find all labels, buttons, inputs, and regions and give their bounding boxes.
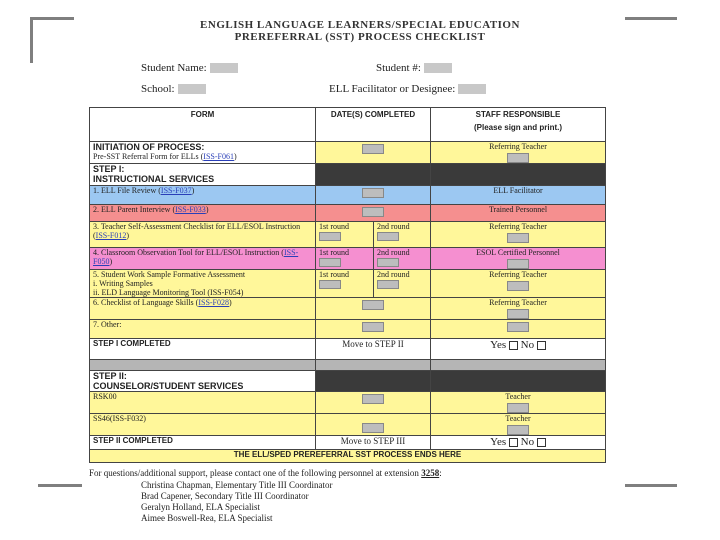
student-name-field[interactable] bbox=[141, 62, 238, 74]
footer-contact-1: Christina Chapman, Elementary Title III Coordinator bbox=[141, 480, 333, 490]
rsk-text: RSK00 bbox=[93, 392, 117, 401]
r3-cell: 3. Teacher Self-Assessment Checklist for ELL/ESOL Instruction (ISS-F012) bbox=[90, 222, 316, 248]
facilitator-field[interactable] bbox=[329, 83, 486, 95]
student-name-input[interactable] bbox=[210, 63, 238, 73]
step2-date-shaded bbox=[316, 371, 431, 392]
r5-signature-input[interactable] bbox=[507, 281, 529, 291]
r5-text: 5. Student Work Sample Formative Assessment bbox=[93, 270, 246, 279]
r4-round2-cell bbox=[374, 248, 431, 270]
student-name-label: Student Name: bbox=[141, 62, 207, 74]
school-input[interactable] bbox=[178, 84, 206, 94]
separator-cell-1 bbox=[90, 360, 316, 371]
initiation-text: Pre-SST Referral Form for ELLs ( bbox=[93, 152, 204, 161]
r5-cell bbox=[90, 270, 316, 298]
ss46-staff: Teacher bbox=[505, 414, 531, 423]
step2-title: STEP II: bbox=[93, 371, 127, 381]
step2-completed-cell: STEP II COMPLETED bbox=[90, 436, 316, 450]
document-title: ENGLISH LANGUAGE LEARNERS/SPECIAL EDUCATION bbox=[200, 19, 520, 31]
rsk-staff: Teacher bbox=[505, 392, 531, 401]
step2-yes-no bbox=[431, 436, 606, 450]
step2-completed-row bbox=[90, 436, 606, 450]
step1-row-1 bbox=[90, 186, 606, 205]
r4-round1: 1st round bbox=[319, 248, 349, 257]
r4-text: 4. Classroom Observation Tool for ELL/ESOL Instruction ( bbox=[93, 248, 284, 257]
r6-staff: Referring Teacher bbox=[489, 298, 547, 307]
rsk-row bbox=[90, 392, 606, 414]
facilitator-label: ELL Facilitator or Designee: bbox=[329, 83, 456, 95]
r2-form-link[interactable]: ISS-F033 bbox=[175, 205, 206, 214]
r7-date-cell bbox=[316, 320, 431, 339]
r7-text: 7. Other: bbox=[93, 320, 122, 329]
r6-date-cell bbox=[316, 298, 431, 320]
r3-text: 3. Teacher Self-Assessment Checklist for ELL/ESOL Instruction ( bbox=[93, 222, 301, 240]
r3-staff-cell bbox=[431, 222, 606, 248]
r5-staff-cell bbox=[431, 270, 606, 298]
r4-round1-input[interactable] bbox=[319, 258, 341, 267]
initiation-date-input[interactable] bbox=[362, 144, 384, 154]
r3-signature-input[interactable] bbox=[507, 233, 529, 243]
initiation-staff: Referring Teacher bbox=[489, 142, 547, 151]
initiation-row bbox=[90, 142, 606, 164]
r2-cell: 2. ELL Parent Interview (ISS-F033) bbox=[90, 205, 316, 222]
r3-round2-cell bbox=[374, 222, 431, 248]
r1-cell: 1. ELL File Review (ISS-F037) bbox=[90, 186, 316, 205]
footer-intro bbox=[89, 468, 442, 478]
r5-round2: 2nd round bbox=[377, 270, 410, 279]
r3-round1: 1st round bbox=[319, 222, 349, 231]
ss46-date-cell bbox=[316, 414, 431, 436]
r3-round1-cell bbox=[316, 222, 374, 248]
ss46-text: SS46(ISS-F032) bbox=[93, 414, 146, 423]
initiation-staff-cell bbox=[431, 142, 606, 164]
date-column-header: DATE(S) COMPLETED bbox=[316, 108, 431, 142]
staff-column-header bbox=[431, 108, 606, 142]
footer-contact-4: Aimee Boswell-Rea, ELA Specialist bbox=[141, 513, 273, 523]
r6-signature-input[interactable] bbox=[507, 309, 529, 319]
step1-no-label: No bbox=[520, 339, 535, 351]
r3-form-link[interactable]: ISS-F012 bbox=[95, 231, 127, 240]
r1-date-input[interactable] bbox=[362, 188, 384, 198]
r7-cell bbox=[90, 320, 316, 339]
step2-yes-label: Yes bbox=[490, 436, 507, 448]
step2-subtitle: COUNSELOR/STUDENT SERVICES bbox=[93, 381, 244, 391]
r5-round1-input[interactable] bbox=[319, 280, 341, 289]
step1-staff-shaded bbox=[431, 164, 606, 186]
student-number-field[interactable] bbox=[376, 62, 452, 74]
r4-round1-cell bbox=[316, 248, 374, 270]
r7-staff-cell bbox=[431, 320, 606, 339]
step1-no-checkbox[interactable] bbox=[537, 341, 546, 350]
initiation-date-cell bbox=[316, 142, 431, 164]
separator-row bbox=[90, 360, 606, 371]
step1-subtitle: INSTRUCTIONAL SERVICES bbox=[93, 174, 215, 184]
r2-date-input[interactable] bbox=[362, 207, 384, 217]
step1-row-5 bbox=[90, 270, 606, 298]
corner-bracket-bottom-right bbox=[625, 484, 677, 487]
r6-text: 6. Checklist of Language Skills ( bbox=[93, 298, 199, 307]
r5-item-i: i. Writing Samples bbox=[93, 279, 153, 288]
student-number-input[interactable] bbox=[424, 63, 452, 73]
step1-row-4 bbox=[90, 248, 606, 270]
r3-staff: Referring Teacher bbox=[489, 222, 547, 231]
footer-colon: : bbox=[439, 468, 442, 478]
footer-extension: 3258 bbox=[421, 468, 440, 478]
process-ends-banner: THE ELL/SPED PREREFERRAL SST PROCESS ENDS HERE bbox=[90, 450, 606, 463]
r5-round2-cell bbox=[374, 270, 431, 298]
school-field[interactable] bbox=[141, 83, 206, 95]
r5-round1-cell bbox=[316, 270, 374, 298]
staff-header-label: STAFF RESPONSIBLE bbox=[475, 110, 561, 119]
step1-row-7 bbox=[90, 320, 606, 339]
step1-yes-label: Yes bbox=[490, 339, 507, 351]
r2-text: 2. ELL Parent Interview ( bbox=[93, 205, 176, 214]
separator-cell-2 bbox=[316, 360, 431, 371]
r6-date-input[interactable] bbox=[362, 300, 384, 310]
ss46-staff-cell bbox=[431, 414, 606, 436]
step1-yes-checkbox[interactable] bbox=[509, 341, 518, 350]
r2-staff: Trained Personnel bbox=[488, 205, 548, 214]
r6-form-link[interactable]: ISS-F028 bbox=[198, 298, 230, 307]
ss46-date-input[interactable] bbox=[362, 423, 384, 433]
step1-row-2 bbox=[90, 205, 606, 222]
step2-yes-checkbox[interactable] bbox=[509, 438, 518, 447]
rsk-staff-cell bbox=[431, 392, 606, 414]
r4-round2-input[interactable] bbox=[377, 258, 399, 267]
student-number-label: Student #: bbox=[376, 62, 421, 74]
step2-staff-shaded bbox=[431, 371, 606, 392]
form-column-header: FORM bbox=[90, 108, 316, 142]
r3-round2: 2nd round bbox=[377, 222, 410, 231]
step1-date-shaded bbox=[316, 164, 431, 186]
r4-cell: 4. Classroom Observation Tool for ELL/ESOL Instruction (ISS-F050) bbox=[90, 248, 316, 270]
r7-signature-input[interactable] bbox=[507, 322, 529, 332]
separator-cell-3 bbox=[431, 360, 606, 371]
document-subtitle: PREREFERRAL (SST) PROCESS CHECKLIST bbox=[234, 31, 486, 43]
r4-staff-cell bbox=[431, 248, 606, 270]
r4-staff: ESOL Certified Personnel bbox=[476, 248, 560, 257]
rsk-date-input[interactable] bbox=[362, 394, 384, 404]
step1-completed-row bbox=[90, 339, 606, 360]
initiation-cell: INITIATION OF PROCESS: Pre-SST Referral Form for ELLs (ISS-F061) bbox=[90, 142, 316, 164]
step1-row-3 bbox=[90, 222, 606, 248]
step2-header-row bbox=[90, 371, 606, 392]
rsk-cell bbox=[90, 392, 316, 414]
r1-staff: ELL Facilitator bbox=[493, 186, 543, 195]
r2-date-cell bbox=[316, 205, 431, 222]
ss46-row bbox=[90, 414, 606, 436]
step1-header-cell bbox=[90, 164, 316, 186]
footer-intro-text: For questions/additional support, please contact one of the following personnel at extension bbox=[89, 468, 422, 478]
step2-no-label: No bbox=[520, 436, 535, 448]
school-label: School: bbox=[141, 83, 175, 95]
ss46-cell bbox=[90, 414, 316, 436]
step1-completed-cell: STEP I COMPLETED bbox=[90, 339, 316, 360]
checklist-table bbox=[89, 107, 606, 463]
r1-staff-cell bbox=[431, 186, 606, 205]
r1-form-link[interactable]: ISS-F037 bbox=[160, 186, 192, 195]
r7-date-input[interactable] bbox=[362, 322, 384, 332]
r4-signature-input[interactable] bbox=[507, 259, 529, 269]
ss46-signature-input[interactable] bbox=[507, 425, 529, 435]
r6-staff-cell bbox=[431, 298, 606, 320]
step2-header-cell bbox=[90, 371, 316, 392]
move-to-step2: Move to STEP II bbox=[316, 339, 431, 360]
r6-cell: 6. Checklist of Language Skills (ISS-F028) bbox=[90, 298, 316, 320]
r5-staff: Referring Teacher bbox=[489, 270, 547, 279]
rsk-date-cell bbox=[316, 392, 431, 414]
corner-bracket-bottom-left bbox=[38, 484, 82, 487]
step1-yes-no bbox=[431, 339, 606, 360]
r5-round1: 1st round bbox=[319, 270, 349, 279]
move-to-step3: Move to STEP III bbox=[316, 436, 431, 450]
step1-header-row bbox=[90, 164, 606, 186]
footer-contact-3: Geralyn Holland, ELA Specialist bbox=[141, 502, 260, 512]
initiation-signature-input[interactable] bbox=[507, 153, 529, 163]
step2-no-checkbox[interactable] bbox=[537, 438, 546, 447]
r2-staff-cell bbox=[431, 205, 606, 222]
initiation-title: INITIATION OF PROCESS: bbox=[93, 142, 205, 152]
r4-round2: 2nd round bbox=[377, 248, 410, 257]
r4-form-link[interactable]: ISS-F050 bbox=[93, 248, 299, 266]
facilitator-input[interactable] bbox=[458, 84, 486, 94]
process-ends-row bbox=[90, 450, 606, 463]
staff-header-note: (Please sign and print.) bbox=[474, 123, 563, 132]
initiation-form-link[interactable]: ISS-F061 bbox=[203, 152, 234, 161]
rsk-signature-input[interactable] bbox=[507, 403, 529, 413]
r1-date-cell bbox=[316, 186, 431, 205]
footer-contact-2: Brad Capener, Secondary Title III Coordinator bbox=[141, 491, 309, 501]
step1-title: STEP I: bbox=[93, 164, 125, 174]
r5-round2-input[interactable] bbox=[377, 280, 399, 289]
r5-item-ii: ii. ELD Language Monitoring Tool (ISS-F054) bbox=[93, 288, 244, 297]
step1-row-6 bbox=[90, 298, 606, 320]
r3-round2-input[interactable] bbox=[377, 232, 399, 241]
r1-text: 1. ELL File Review ( bbox=[93, 186, 161, 195]
r3-round1-input[interactable] bbox=[319, 232, 341, 241]
